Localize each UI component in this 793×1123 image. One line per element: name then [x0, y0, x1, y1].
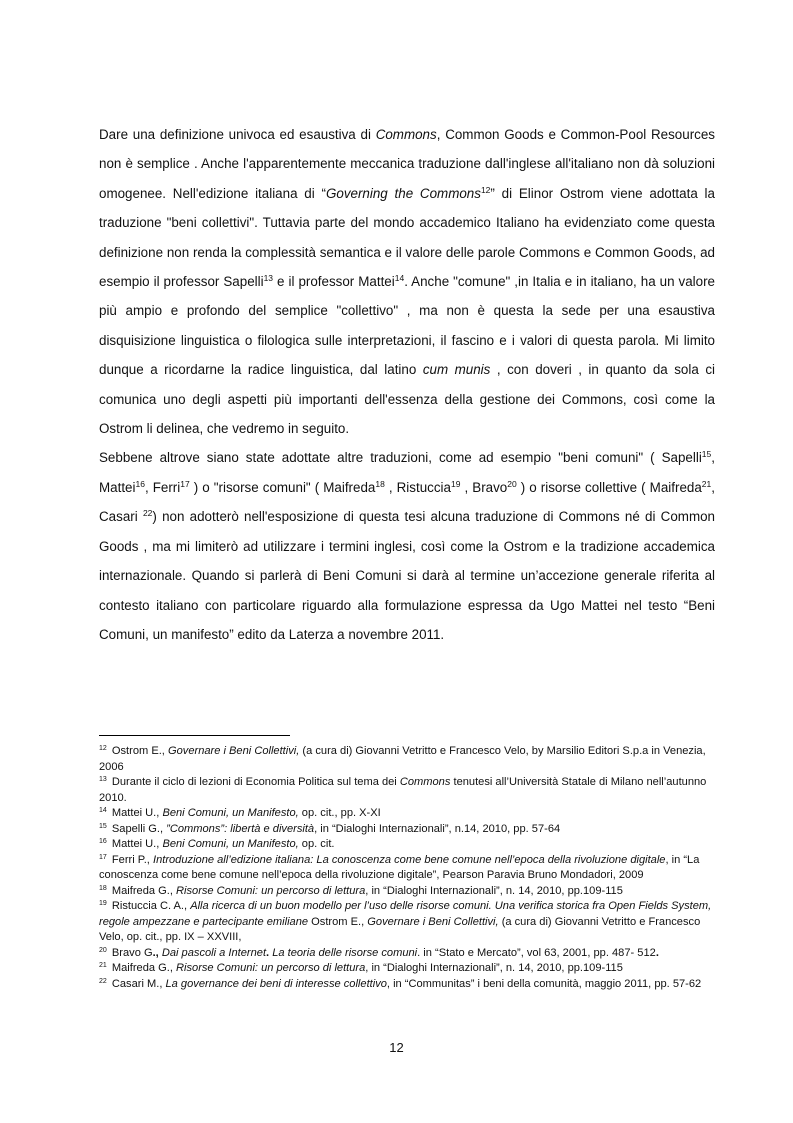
footnote-number: 21: [99, 962, 107, 969]
footnote-number: 16: [99, 838, 107, 845]
footnote-text-run: op. cit., pp. X-XI: [298, 807, 381, 819]
footnote-15: [99, 822, 717, 838]
footnote-text-run: , in “Communitas” i beni della comunità, maggio 2011, pp. 57-62: [386, 977, 702, 990]
footnote-reference: 19: [450, 478, 461, 489]
footnote-text-run: (a cura di) Giovanni Vetritto e Francesco Velo, by Marsilio Editori S.p.a in Venezia, 2006: [99, 745, 706, 773]
footnote-text-run: . in “Stato e Mercato”, vol 63, 2001, pp. 487- 512: [417, 946, 656, 959]
footnote-22: [99, 977, 717, 993]
footnote-text-run: .,: [152, 946, 162, 959]
footnote-text-run: Governare i Beni Collettivi,: [367, 915, 499, 928]
body-text-run: Dare una definizione univoca ed esaustiva di: [99, 127, 376, 142]
footnote-reference: 22: [142, 508, 153, 519]
body-text-run: Sebbene altrove siano state adottate altre traduzioni, come ad esempio "beni comuni" ( Sapelli: [99, 450, 702, 466]
footnote-text-run: , in “Dialoghi Internazionali”, n.14, 2010, pp. 57-64: [314, 822, 561, 835]
footnote-text-run: Ferri P.,: [108, 853, 153, 866]
body-text-run: , con doveri , in quanto da sola ci comunica uno degli aspetti più importanti dell'essenza della gestione dei Commons, così come la Ostrom li delinea, che vedremo in seguito.: [99, 362, 715, 437]
main-body-text: [99, 120, 715, 649]
footnote-text-run: Commons: [399, 776, 451, 788]
footnote-text-run: Mattei U.,: [108, 838, 163, 850]
footnote-text-run: .: [266, 946, 273, 959]
footnote-20: [99, 946, 717, 962]
footnote-reference: 12: [480, 184, 491, 195]
footnote-separator: [99, 735, 290, 736]
footnote-text-run: Maifreda G.,: [108, 884, 176, 897]
footnote-number: 19: [99, 900, 107, 907]
footnote-text-run: Introduzione all’edizione italiana: La conoscenza come bene comune nell’epoca della rivoluzione digitale: [152, 853, 666, 866]
body-text-run: Governing the Commons: [325, 185, 481, 201]
body-text-run: , Ferri: [144, 479, 181, 495]
body-text-run: ) o risorse collettive ( Maifreda: [516, 479, 702, 495]
footnote-reference: 15: [701, 449, 712, 460]
body-text-run: ) o "risorse comuni" ( Maifreda: [189, 479, 376, 495]
footnote-12: [99, 744, 717, 775]
body-text-run: , Casari: [99, 479, 715, 525]
footnote-reference: 18: [375, 478, 385, 489]
footnote-text-run: Alla ricerca di un buon modello per l’uso delle risorse comuni. Una verifica storica fra Open Fields System, regole ampezzane e partecipante emiliane: [99, 900, 712, 928]
footnote-text-run: La teoria delle risorse comuni: [272, 946, 418, 959]
body-text-run: ” di Elinor Ostrom viene adottata la traduzione "beni collettivi". Tuttavia parte del mondo accademico Italiano ha evidenziato come questa definizione non renda la complessità semantica e il valore delle parole Commons e Common Goods, ad esempio il professor Sapelli: [99, 185, 715, 290]
footnote-text-run: La governance dei beni di interesse collettivo: [165, 977, 387, 990]
footnote-reference: 13: [263, 273, 274, 284]
footnote-13: [99, 775, 717, 806]
body-text-run: ) non adotterò nell'esposizione di questa tesi alcuna traduzione di Commons né di Common Goods , ma mi limiterò ad utilizzare i termini inglesi, così come la Ostrom e la tradizione accademica internazionale. Quando si parlerà di Beni Comuni si darà al termine un’accezione generale riferita al contesto italiano con particolare riguardo alla formulazione espressa da Ugo Mattei nel testo “Beni Comuni, un manifesto” edito da Laterza a novembre 2011.: [99, 509, 715, 642]
footnote-text-run: Sapelli G.,: [108, 822, 167, 835]
footnote-16: [99, 837, 717, 853]
footnote-number: 14: [99, 807, 107, 814]
footnote-14: [99, 806, 717, 822]
footnote-text-run: Risorse Comuni: un percorso di lettura: [176, 884, 366, 897]
footnotes: [99, 744, 717, 992]
footnote-text-run: Risorse Comuni: un percorso di lettura: [176, 962, 366, 974]
footnote-number: 13: [99, 776, 107, 783]
footnote-reference: 17: [180, 478, 190, 489]
footnote-text-run: Bravo G: [108, 946, 153, 959]
footnote-reference: 20: [507, 478, 517, 489]
footnote-number: 22: [99, 977, 107, 985]
footnote-text-run: .: [655, 946, 659, 959]
footnote-text-run: , in “La conoscenza come bene comune nell’epoca della rivoluzione digitale”, Pearson Paravia Bruno Mondadori, 2009: [99, 853, 700, 881]
body-text-run: cum munis: [422, 362, 491, 378]
footnote-text-run: Beni Comuni, un Manifesto,: [162, 807, 299, 819]
footnote-text-run: Durante il ciclo di lezioni di Economia Politica sul tema dei: [108, 776, 400, 788]
footnote-18: [99, 884, 717, 900]
footnote-text-run: Casari M.,: [108, 977, 166, 990]
footnote-text-run: (a cura di) Giovanni Vetritto e Francesco Velo, op. cit., pp. IX – XXVIII,: [99, 915, 701, 943]
footnote-text-run: Beni Comuni, un Manifesto,: [162, 838, 299, 850]
page-number: 12: [389, 1040, 404, 1055]
footnote-17: [99, 853, 717, 884]
footnote-text-run: , in “Dialoghi Internazionali”, n. 14, 2010, pp.109-115: [365, 962, 623, 974]
footnote-21: [99, 961, 717, 977]
footnote-number: 12: [99, 745, 107, 752]
footnote-reference: 21: [701, 478, 712, 489]
footnote-reference: 14: [394, 273, 405, 284]
footnote-number: 18: [99, 884, 107, 892]
body-text-run: , Common Goods e Common-Pool Resources non è semplice . Anche l'apparentemente meccanica traduzione dall'inglese all'italiano non dà soluzioni omogenee. Nell'edizione italiana di “: [99, 127, 715, 201]
footnote-number: 15: [99, 822, 107, 830]
footnote-text-run: tenutesi all’Università Statale di Milano nell’autunno 2010.: [99, 776, 707, 804]
body-text-run: , Mattei: [99, 450, 715, 495]
footnote-text-run: Dai pascoli a Internet: [161, 946, 267, 959]
footnote-text-run: Ostrom E.,: [108, 745, 168, 757]
footnote-reference: 16: [135, 478, 145, 489]
footnote-text-run: Ostrom E.,: [308, 915, 368, 928]
footnote-text-run: Governare i Beni Collettivi,: [167, 745, 300, 757]
footnote-text-run: Mattei U.,: [108, 807, 163, 819]
body-text-run: , Bravo: [460, 479, 508, 495]
body-text-run: Commons: [375, 127, 437, 142]
footnote-text-run: op. cit.: [298, 838, 335, 850]
footnote-text-run: Maifreda G.,: [108, 962, 176, 974]
footnote-number: 20: [99, 946, 107, 954]
footnote-text-run: Ristuccia C. A.,: [108, 900, 191, 912]
body-text-run: . Anche "comune" ,in Italia e in italiano, ha un valore più ampio e profondo del semplice "collettivo" , ma non è questa la sede per una esaustiva disquisizione linguistica o filologica sulle interpretazioni, il fascino e i valori di questa parola. Mi limito dunque a ricordarne la radice linguistica, dal latino: [99, 274, 715, 378]
body-text-run: , Ristuccia: [384, 479, 451, 495]
body-text-run: e il professor Mattei: [273, 274, 395, 290]
body-paragraph: [99, 120, 715, 649]
footnote-text-run: ”Commons”: libertà e diversità: [166, 822, 315, 835]
footnote-number: 17: [99, 853, 107, 861]
footnote-19: [99, 899, 717, 946]
footnote-text-run: , in “Dialoghi Internazionali”, n. 14, 2010, pp.109-115: [365, 884, 623, 897]
